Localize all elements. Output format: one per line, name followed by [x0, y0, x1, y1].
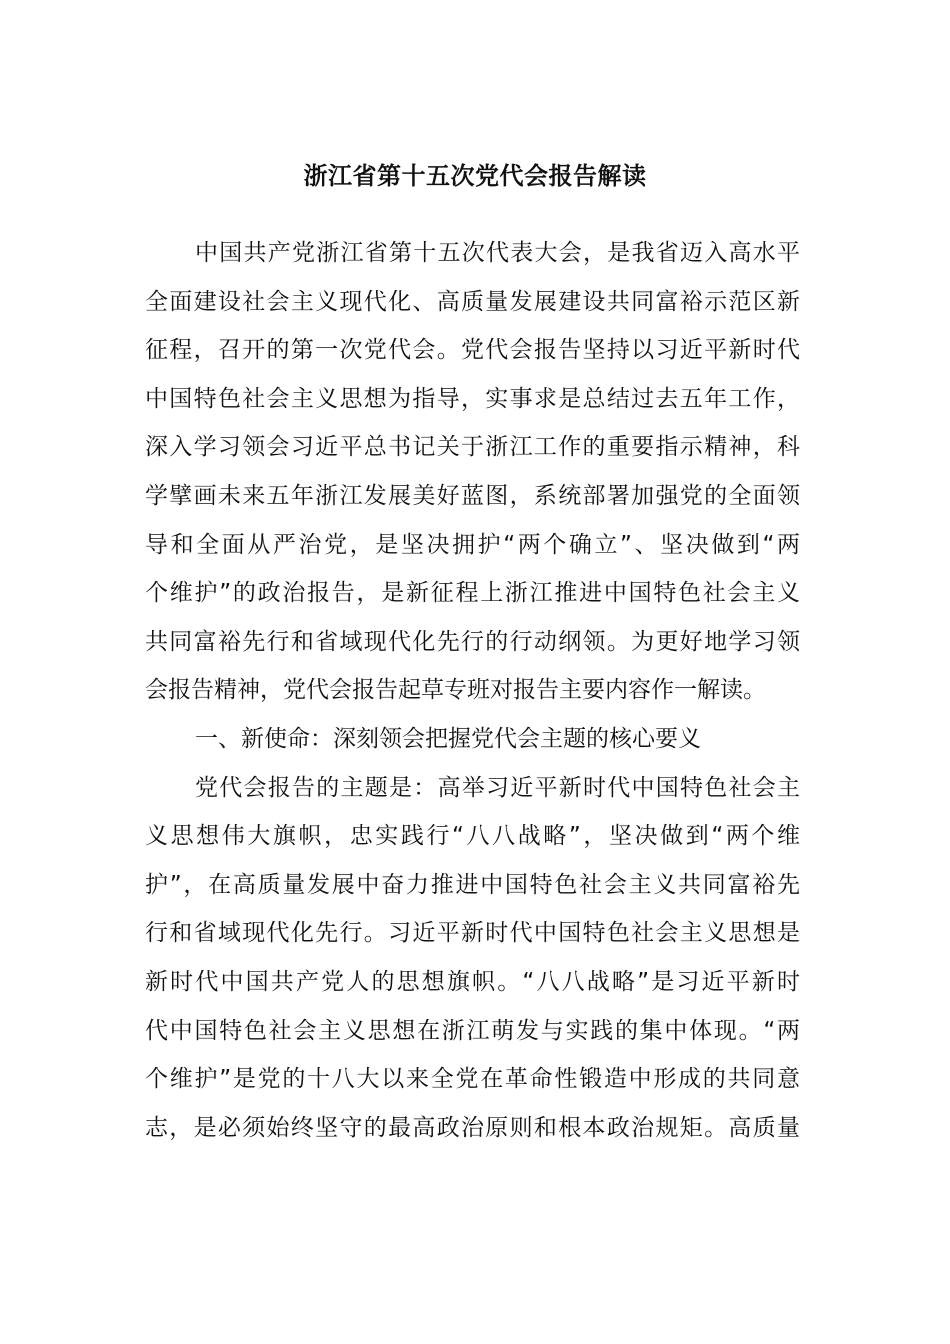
paragraph-line: 个维护”的政治报告，是新征程上浙江推进中国特色社会主义 [145, 580, 800, 607]
document-body [145, 229, 800, 1152]
section-heading: 一、新使命：深刻领会把握党代会主题的核心要义 [195, 725, 701, 752]
paragraph-line: 行和省域现代化先行。习近平新时代中国特色社会主义思想是 [145, 920, 800, 947]
paragraph-line: 中国特色社会主义思想为指导，实事求是总结过去五年工作， [145, 385, 800, 412]
paragraph-line: 深入学习领会习近平总书记关于浙江工作的重要指示精神，科 [145, 434, 800, 461]
paragraph-line: 学擘画未来五年浙江发展美好蓝图，系统部署加强党的全面领 [145, 482, 800, 509]
paragraph-line: 导和全面从严治党，是坚决拥护“两个确立”、坚决做到“两 [145, 531, 800, 558]
paragraph-line: 个维护”是党的十八大以来全党在革命性锻造中形成的共同意 [145, 1066, 800, 1093]
paragraph-line: 全面建设社会主义现代化、高质量发展建设共同富裕示范区新 [145, 288, 800, 315]
paragraph-line: 代中国特色社会主义思想在浙江萌发与实践的集中体现。“两 [145, 1017, 800, 1044]
paragraph-line: 会报告精神，党代会报告起草专班对报告主要内容作一解读。 [145, 677, 766, 704]
document-title: 浙江省第十五次党代会报告解读 [303, 162, 647, 190]
paragraph-line: 党代会报告的主题是：高举习近平新时代中国特色社会主 [195, 774, 800, 801]
paragraph-line: 志，是必须始终坚守的最高政治原则和根本政治规矩。高质量 [145, 1114, 800, 1141]
paragraph-line: 征程，召开的第一次党代会。党代会报告坚持以习近平新时代 [145, 337, 800, 364]
paragraph-line: 护”，在高质量发展中奋力推进中国特色社会主义共同富裕先 [145, 871, 800, 898]
paragraph-line: 共同富裕先行和省域现代化先行的行动纲领。为更好地学习领 [145, 628, 800, 655]
paragraph-line: 新时代中国共产党人的思想旗帜。“八八战略”是习近平新时 [145, 968, 800, 995]
paragraph-line: 义思想伟大旗帜，忠实践行“八八战略”，坚决做到“两个维 [145, 823, 800, 850]
paragraph-line: 中国共产党浙江省第十五次代表大会，是我省迈入高水平 [195, 240, 800, 266]
